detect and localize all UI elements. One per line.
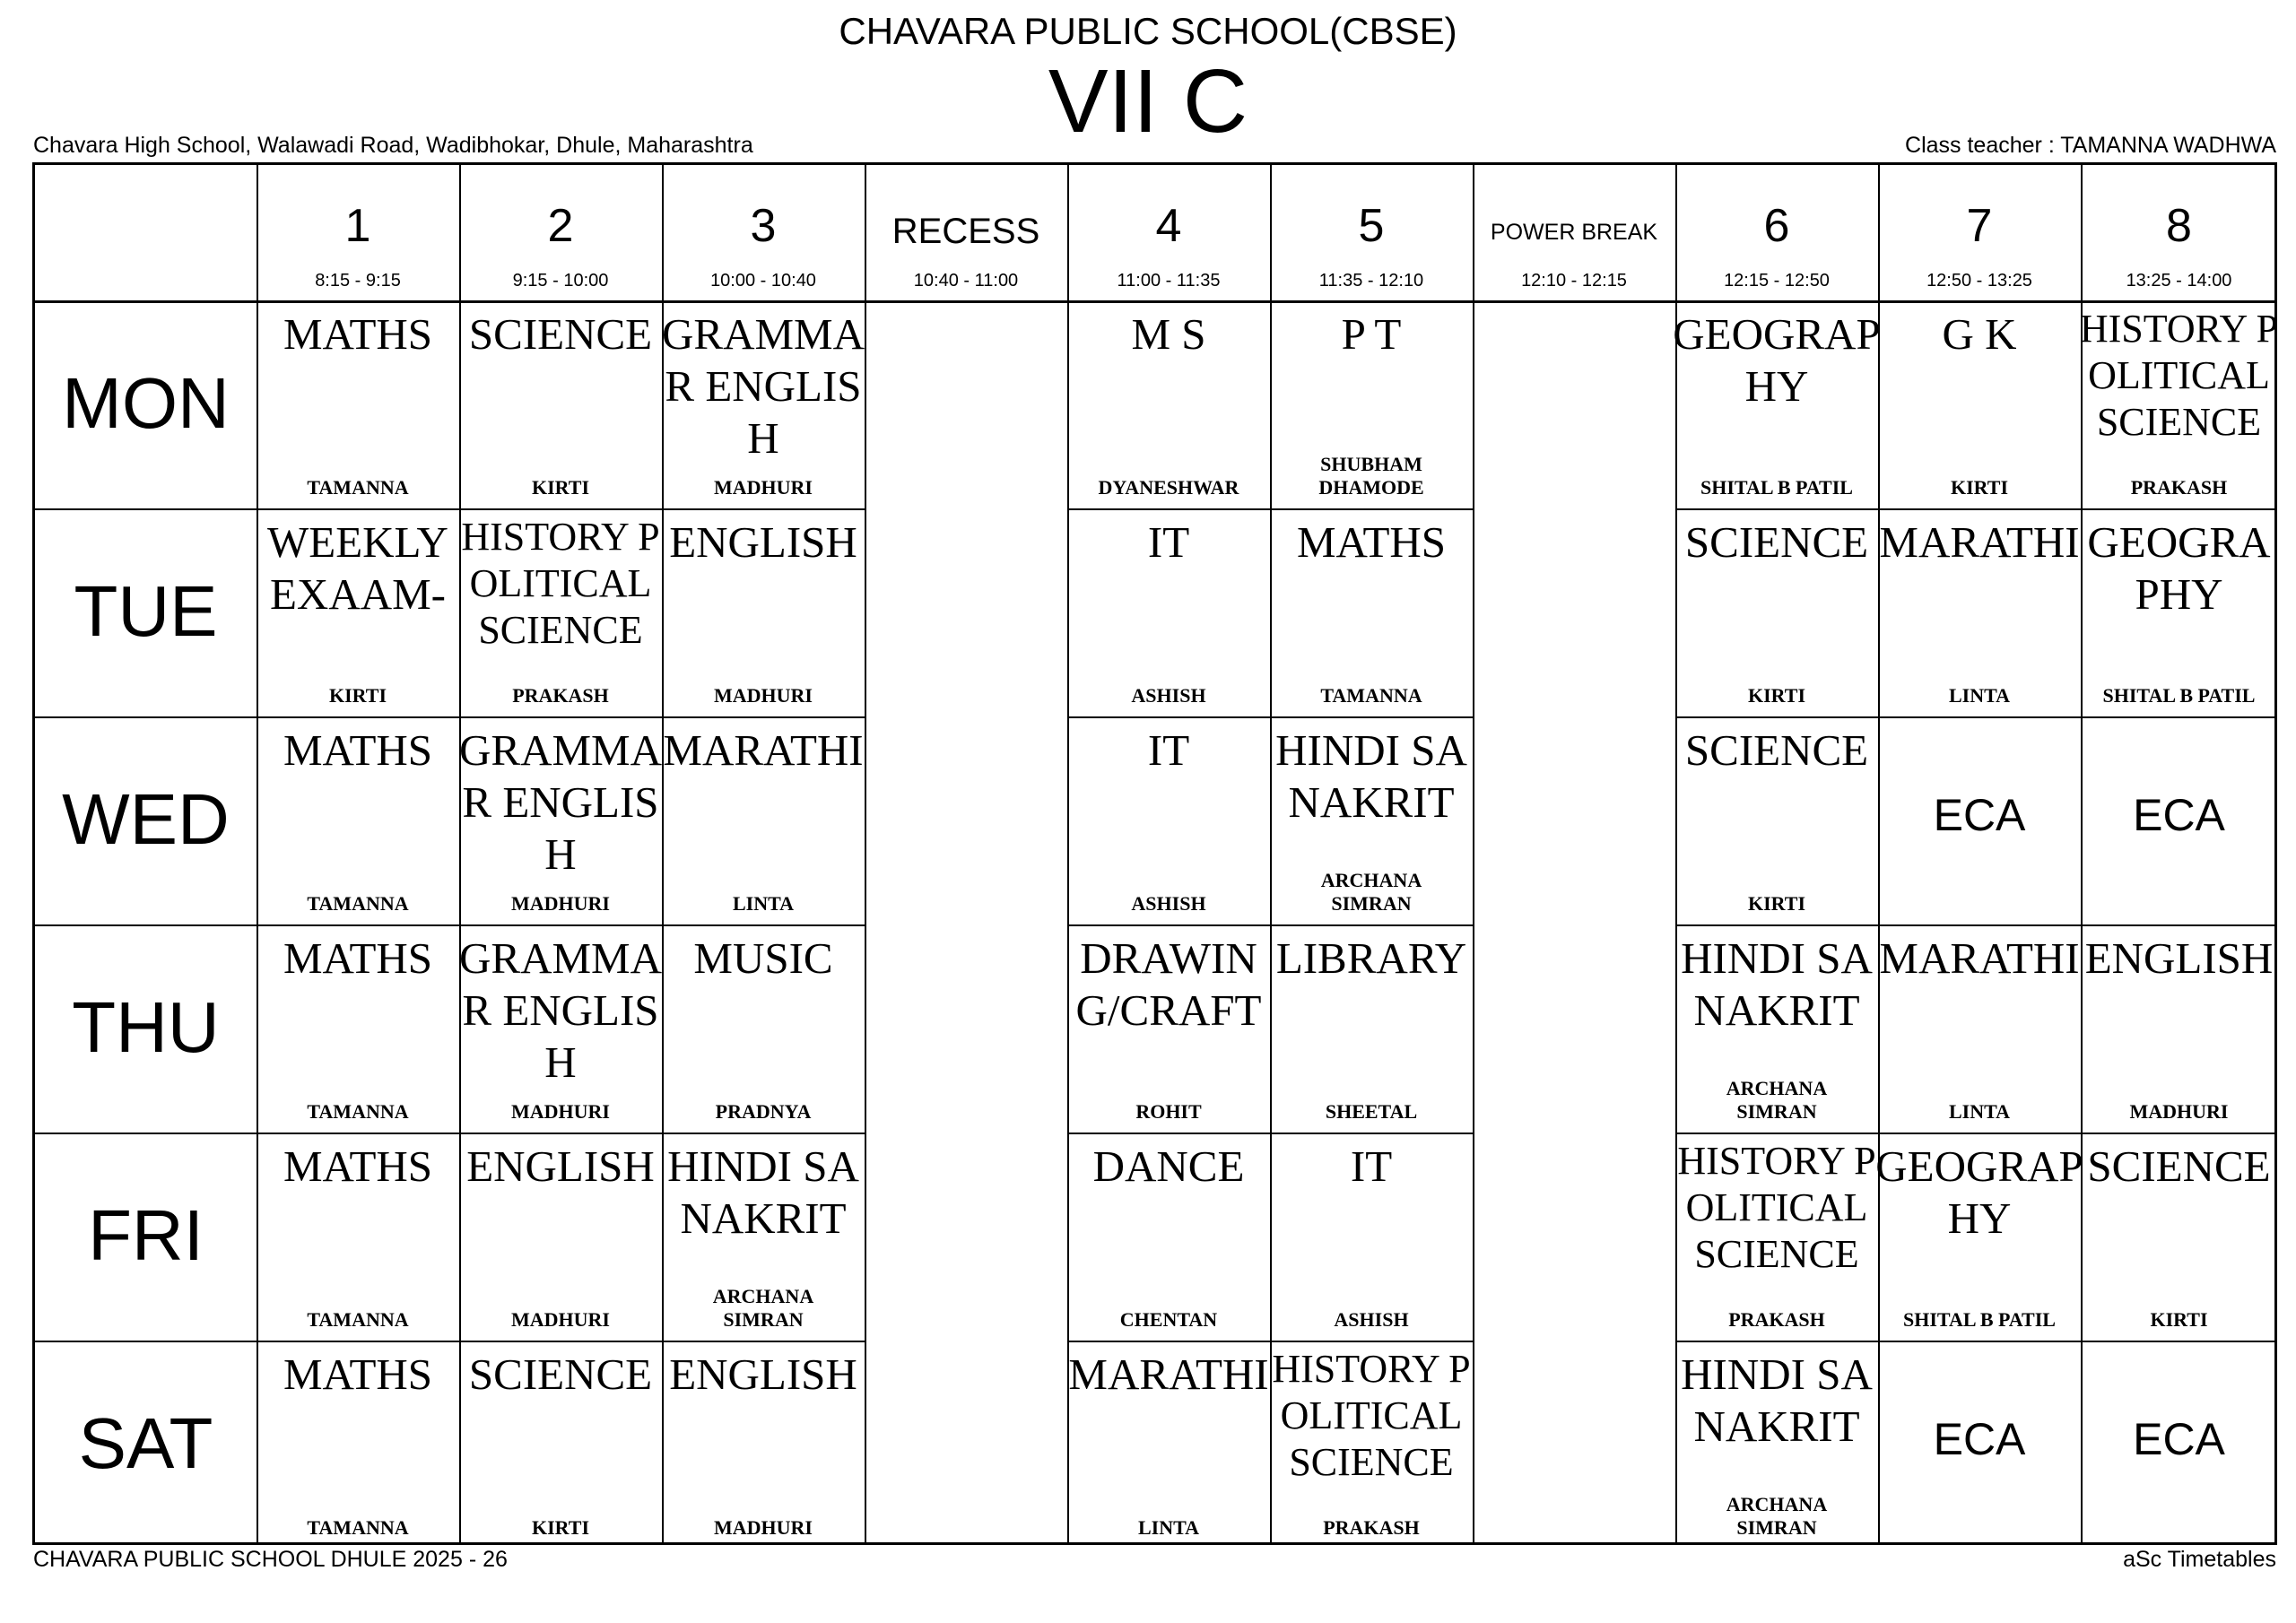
footer-school-year: CHAVARA PUBLIC SCHOOL DHULE 2025 - 26 <box>33 1547 508 1572</box>
lesson-teacher: LINTA <box>1948 1100 2011 1123</box>
column-header <box>1473 165 1675 300</box>
lesson-subject: IT <box>1350 1141 1393 1191</box>
column-header-time: 10:40 - 11:00 <box>913 271 1019 291</box>
lesson-subject: SCIENCE <box>1684 725 1869 775</box>
lesson-teacher: PRAKASH <box>2130 476 2228 499</box>
lesson-cell <box>1270 300 1473 508</box>
lesson-teacher: MADHURI <box>511 1100 610 1123</box>
lesson-teacher: PRAKASH <box>1323 1516 1420 1539</box>
lesson-teacher: SHITAL B PATIL <box>1700 476 1853 499</box>
lesson-subject: SCIENCE <box>2087 1141 2271 1191</box>
lesson-subject: ECA <box>2133 790 2225 840</box>
lesson-cell <box>257 300 459 508</box>
lesson-teacher: KIRTI <box>531 476 590 499</box>
column-header <box>1878 165 2081 300</box>
lesson-teacher: KIRTI <box>531 1516 590 1539</box>
lesson-subject: MATHS <box>283 725 433 775</box>
lesson-subject: HINDI SANAKRIT <box>667 1141 859 1243</box>
column-header-time: 8:15 - 9:15 <box>315 271 401 291</box>
lesson-cell <box>662 1341 865 1549</box>
lesson-subject: ENGLISH <box>669 517 857 567</box>
column-header <box>865 165 1067 300</box>
lesson-subject: MARATHI <box>1879 517 2080 567</box>
day-label: THU <box>72 987 220 1067</box>
lesson-teacher: MADHURI <box>714 476 813 499</box>
lesson-teacher: TAMANNA <box>1320 684 1422 707</box>
lesson-teacher: ASHISH <box>1334 1308 1409 1331</box>
class-teacher: Class teacher : TAMANNA WADHWA <box>1905 133 2276 158</box>
lesson-cell <box>1675 508 1878 716</box>
lesson-teacher: ARCHANA SIMRAN <box>712 1285 814 1331</box>
lesson-cell <box>1878 508 2081 716</box>
lesson-teacher: SHUBHAM DHAMODE <box>1318 453 1424 499</box>
lesson-subject: M S <box>1131 309 1206 359</box>
lesson-subject: GEOGRAPHY <box>2087 517 2271 619</box>
lesson-teacher: DYANESHWAR <box>1098 476 1239 499</box>
lesson-subject: SCIENCE <box>1684 517 1869 567</box>
lesson-subject: HINDI SANAKRIT <box>1275 725 1467 827</box>
lesson-cell <box>2081 716 2277 924</box>
lesson-cell <box>1673 300 1881 508</box>
column-header-label: 6 <box>1763 200 1790 252</box>
lesson-cell <box>1675 716 1878 924</box>
column-header-label: 5 <box>1358 200 1385 252</box>
lesson-teacher: TAMANNA <box>307 1100 409 1123</box>
lesson-cell <box>257 1133 459 1341</box>
lesson-subject: GEOGRAPHY <box>1673 309 1881 411</box>
column-header-label: 1 <box>344 200 371 252</box>
lesson-cell <box>1878 716 2081 924</box>
column-header <box>257 165 459 300</box>
lesson-cell <box>1067 924 1270 1133</box>
lesson-subject: MATHS <box>283 309 433 359</box>
lesson-teacher: TAMANNA <box>307 476 409 499</box>
lesson-subject: HINDI SANAKRIT <box>1681 1350 1873 1451</box>
lesson-teacher: MADHURI <box>511 892 610 915</box>
lesson-teacher: SHEETAL <box>1325 1100 1418 1123</box>
lesson-cell <box>257 716 459 924</box>
lesson-cell <box>257 1341 459 1549</box>
lesson-cell <box>1067 1341 1270 1549</box>
day-label: TUE <box>74 571 218 651</box>
column-header <box>1675 165 1878 300</box>
lesson-cell <box>2081 924 2277 1133</box>
lesson-subject: GRAMMAR ENGLISH <box>662 309 865 463</box>
lesson-subject: GEOGRAPHY <box>1875 1141 2083 1243</box>
lesson-teacher: KIRTI <box>2150 1308 2208 1331</box>
column-header-label: 8 <box>2166 200 2192 252</box>
timetable-grid <box>32 162 2277 1545</box>
lesson-subject: DRAWING/CRAFT <box>1075 933 1262 1035</box>
lesson-cell <box>662 300 865 508</box>
lesson-cell <box>459 300 662 508</box>
lesson-subject: GRAMMAR ENGLISH <box>459 725 662 879</box>
column-header <box>662 165 865 300</box>
lesson-cell <box>1270 1341 1473 1549</box>
lesson-subject: ENGLISH <box>669 1350 857 1399</box>
lesson-subject: MATHS <box>283 1141 433 1191</box>
column-header <box>459 165 662 300</box>
school-address: Chavara High School, Walawadi Road, Wadibhokar, Dhule, Maharashtra <box>33 133 753 158</box>
lesson-subject: G K <box>1942 309 2017 359</box>
column-header-time: 12:50 - 13:25 <box>1926 271 2032 291</box>
lesson-cell <box>257 508 459 716</box>
lesson-cell <box>1878 300 2081 508</box>
lesson-subject: ENGLISH <box>2084 933 2274 983</box>
lesson-teacher: TAMANNA <box>307 1516 409 1539</box>
lesson-cell <box>1067 508 1270 716</box>
lesson-cell <box>1270 716 1473 924</box>
lesson-subject: HISTORY POLITICAL SCIENCE <box>1677 1139 1876 1276</box>
lesson-teacher: LINTA <box>1137 1516 1200 1539</box>
lesson-subject: MATHS <box>283 1350 433 1399</box>
lesson-subject: HINDI SANAKRIT <box>1681 933 1873 1035</box>
lesson-teacher: CHENTAN <box>1119 1308 1218 1331</box>
lesson-cell <box>1675 1133 1878 1341</box>
lesson-cell <box>459 1341 662 1549</box>
lesson-subject: MARATHI <box>663 725 864 775</box>
lesson-subject: SCIENCE <box>468 309 653 359</box>
lesson-cell <box>459 924 662 1133</box>
day-label: FRI <box>88 1195 204 1275</box>
lesson-cell <box>1270 924 1473 1133</box>
lesson-cell <box>1878 924 2081 1133</box>
lesson-subject: ECA <box>1933 1414 2026 1464</box>
lesson-cell <box>459 1133 662 1341</box>
lesson-subject: IT <box>1147 725 1190 775</box>
column-header-time: 12:15 - 12:50 <box>1724 271 1830 291</box>
column-header-label: 4 <box>1155 200 1182 252</box>
lesson-teacher: ROHIT <box>1135 1100 1202 1123</box>
lesson-subject: MATHS <box>1296 517 1447 567</box>
day-label: SAT <box>78 1403 213 1483</box>
day-label: MON <box>62 363 230 443</box>
lesson-cell <box>2081 1341 2277 1549</box>
lesson-cell <box>1067 300 1270 508</box>
footer-generator: aSc Timetables <box>2123 1547 2276 1572</box>
lesson-subject: HISTORY POLITICAL SCIENCE <box>461 515 660 652</box>
lesson-subject: LIBRARY <box>1275 933 1467 983</box>
column-header-time: 11:35 - 12:10 <box>1318 271 1424 291</box>
lesson-subject: ECA <box>1933 790 2026 840</box>
lesson-cell <box>1270 1133 1473 1341</box>
lesson-teacher: ASHISH <box>1131 684 1206 707</box>
lesson-subject: ECA <box>2133 1414 2225 1464</box>
column-header-label: RECESS <box>891 212 1040 251</box>
lesson-subject: ENGLISH <box>466 1141 655 1191</box>
grid-vertical-line <box>1473 165 1474 1542</box>
lesson-teacher: MADHURI <box>714 684 813 707</box>
column-header-time: 11:00 - 11:35 <box>1117 271 1221 291</box>
lesson-teacher: LINTA <box>1948 684 2011 707</box>
column-header-label: 3 <box>750 200 777 252</box>
lesson-cell <box>662 924 865 1133</box>
lesson-teacher: MADHURI <box>511 1308 610 1331</box>
lesson-cell <box>459 508 662 716</box>
column-header-time: 12:10 - 12:15 <box>1521 271 1627 291</box>
lesson-teacher: MADHURI <box>2129 1100 2229 1123</box>
lesson-subject: GRAMMAR ENGLISH <box>459 933 662 1087</box>
lesson-teacher: MADHURI <box>714 1516 813 1539</box>
lesson-subject: MARATHI <box>1068 1350 1269 1399</box>
lesson-subject: MUSIC <box>693 933 833 983</box>
lesson-teacher: TAMANNA <box>307 892 409 915</box>
column-header <box>1067 165 1270 300</box>
lesson-cell <box>2081 508 2277 716</box>
lesson-cell <box>1675 924 1878 1133</box>
lesson-subject: MATHS <box>283 933 433 983</box>
column-header-time: 9:15 - 10:00 <box>512 271 609 291</box>
lesson-cell <box>1270 508 1473 716</box>
lesson-cell <box>1067 1133 1270 1341</box>
lesson-cell <box>257 924 459 1133</box>
lesson-teacher: PRAKASH <box>512 684 609 707</box>
lesson-cell <box>459 716 662 924</box>
school-name: CHAVARA PUBLIC SCHOOL(CBSE) <box>839 10 1457 52</box>
lesson-teacher: ARCHANA SIMRAN <box>1726 1077 1828 1123</box>
lesson-cell <box>2081 300 2277 508</box>
lesson-subject: P T <box>1341 309 1402 359</box>
lesson-cell <box>2081 1133 2277 1341</box>
column-header <box>1270 165 1473 300</box>
lesson-cell <box>1675 1341 1878 1549</box>
column-header-time: 10:00 - 10:40 <box>710 271 816 291</box>
lesson-subject: IT <box>1147 517 1190 567</box>
lesson-teacher: ARCHANA SIMRAN <box>1320 869 1422 915</box>
lesson-teacher: KIRTI <box>1747 892 1806 915</box>
lesson-teacher: KIRTI <box>1747 684 1806 707</box>
column-header-label: POWER BREAK <box>1490 220 1658 245</box>
column-header-time: 13:25 - 14:00 <box>2126 271 2232 291</box>
lesson-teacher: KIRTI <box>328 684 387 707</box>
lesson-teacher: ARCHANA SIMRAN <box>1726 1493 1828 1539</box>
lesson-cell <box>662 508 865 716</box>
lesson-subject: HISTORY POLITICAL SCIENCE <box>2079 307 2279 444</box>
lesson-subject: HISTORY POLITICAL SCIENCE <box>1272 1347 1471 1484</box>
column-header-label: 2 <box>547 200 574 252</box>
lesson-teacher: ASHISH <box>1131 892 1206 915</box>
lesson-teacher: KIRTI <box>1950 476 2009 499</box>
lesson-subject: DANCE <box>1092 1141 1245 1191</box>
lesson-cell <box>1875 1133 2083 1341</box>
lesson-teacher: SHITAL B PATIL <box>2102 684 2256 707</box>
column-header <box>2081 165 2277 300</box>
lesson-subject: MARATHI <box>1879 933 2080 983</box>
lesson-cell <box>662 716 865 924</box>
lesson-teacher: LINTA <box>732 892 795 915</box>
lesson-teacher: PRADNYA <box>715 1100 812 1123</box>
day-label: WED <box>62 779 230 859</box>
lesson-subject: WEEKLY EXAAM- <box>267 517 448 619</box>
lesson-cell <box>1067 716 1270 924</box>
lesson-cell <box>662 1133 865 1341</box>
lesson-subject: SCIENCE <box>468 1350 653 1399</box>
lesson-teacher: TAMANNA <box>307 1308 409 1331</box>
class-title: VII C <box>1048 51 1248 152</box>
lesson-teacher: PRAKASH <box>1728 1308 1825 1331</box>
lesson-teacher: SHITAL B PATIL <box>1903 1308 2056 1331</box>
column-header-label: 7 <box>1966 200 1993 252</box>
lesson-cell <box>1878 1341 2081 1549</box>
